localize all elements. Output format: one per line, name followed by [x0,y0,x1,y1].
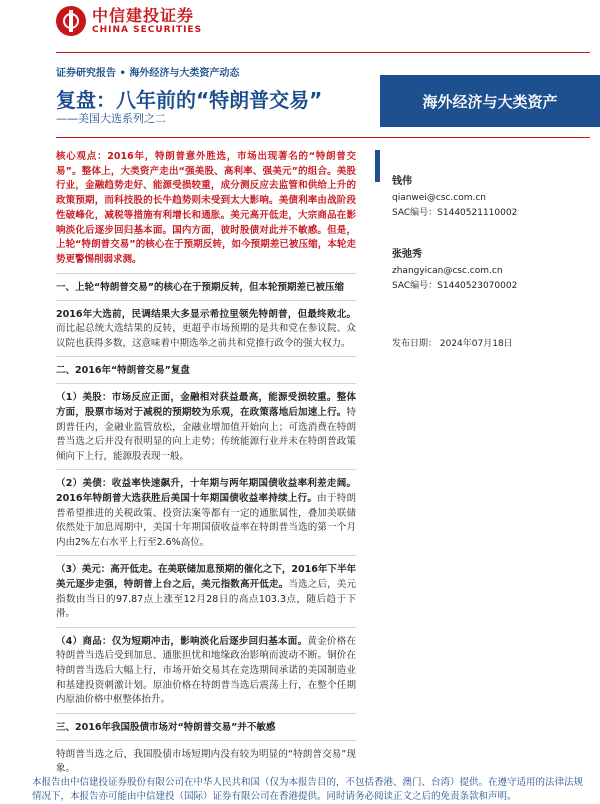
report-title: 复盘：八年前的“特朗普交易” [56,88,323,112]
section-divider [56,713,356,714]
author-name: 张弛秀 [392,249,422,260]
category-banner: 海外经济与大类资产 [380,75,600,127]
publish-date: 发布日期： 2024年07月18日 [392,339,513,349]
section-divider [56,740,356,741]
section-title-2: 二、2016年“特朗普交易”复盘 [56,365,190,377]
logo-name-en: CHINA SECURITIES [92,24,203,35]
author-block [392,174,592,221]
sidebar-accent-bar [375,150,380,182]
author-list [392,174,592,294]
section-divider [56,356,356,357]
paragraph-election: 2016年大选前，民调结果大多显示希拉里领先特朗普，但最终败北。而比起总统大选结果的反转，更超乎市场预期的是共和党在参议院、众议院也获得多数，这意味着中期选举之前共和党推行政令的强大权力。 [56,308,356,349]
section-divider [56,555,356,556]
header-divider [56,52,590,53]
section-title-1: 一、上轮“特朗普交易”的核心在于预期反转，但本轮预期差已被压缩 [56,281,344,293]
paragraph-us-stocks: （1）美股：市场反应正面，金融相对获益最高，能源受损较重。整体方面，股票市场对于减税的预期较为乐观，在政策落地后加速上行。特朗普任内，金融业监管放松，金融业增加值开始向上；可选消费在特朗普当选之后并没有很明显的向上走势；传统能源行业并未在特朗普政策倾向下上行，能源股表现一般。 [56,392,356,462]
paragraph-commodities: （4）商品：仅为短期冲击，影响淡化后逐步回归基本面。黄金价格在特朗普当选后受到加息、通胀担忧和地缘政治影响而波动不断。铜价在特朗普当选后大幅上行，市场开始交易其在竞选期间承诺的美国制造业和基建投资刺激计划。原油价格在特朗普当选后震荡上行，在整个任期内原油价格中枢整体抬升。 [56,635,356,706]
disclaimer-footer: 本报告由中信建投证券股份有限公司在中华人民共和国（仅为本报告目的，不包括香港、澳门、台湾）提供。在遵守适用的法律法规情况下，本报告亦可能由中信建投（国际）证券有限公司在香港提供。同时请务必阅读正文之后的免责条款和声明。 [32,777,584,802]
section-divider [56,383,356,384]
section-divider [56,300,356,301]
report-subtitle: ——美国大选系列之二 [56,112,166,125]
title-divider [56,137,590,138]
section-title-3: 三、2016年我国股债市场对“特朗普交易”并不敏感 [56,721,276,733]
section-divider [56,469,356,470]
paragraph-us-bonds: （2）美债：收益率快速飙升，十年期与两年期国债收益率利差走阔。2016年特朗普大选获胜后美国十年期国债收益率持续上行。由于特朗普希望推进的关税政策、投资法案等都有一定的通胀属性，叠加美联储依然处于加息周期中，美国十年期国债收益率在特朗普当选的第一个月内由2%左右水平上行至2.6%高位。 [56,478,356,548]
author-email: zhangyican@csc.com.cn [392,266,503,276]
main-content [56,150,356,777]
author-name: 钱伟 [392,176,412,187]
section-divider [56,273,356,274]
author-sac: SAC编号：S1440521110002 [392,208,518,218]
core-viewpoint: 核心观点：2016年，特朗普意外胜选，市场出现著名的“特朗普交易”。整体上，大类资产走出“强美股、高利率、强美元”的组合。美股行业，金融趋势走好、能源受损较重，成分测反应去监管和供给上升的政策预期，而科技股的长牛趋势则未受到太大影响。美债利率由战阶段性破峰化，减税等措施有利增长和通胀。美元高开低走，大宗商品在影响淡化后逐步回归基本面。国内方面，彼时股债对此并不敏感。但是，上轮“特朗普交易”的核心在于预期反转，如今预期差已被压缩，本轮走势更警惕削弱求测。 [56,151,356,265]
company-logo [56,6,202,36]
breadcrumb: 证券研究报告 • 海外经济与大类资产动态 [56,68,240,79]
section-divider [56,627,356,628]
author-email: qianwei@csc.com.cn [392,193,487,203]
paragraph-china-markets: 特朗普当选之后，我国股债市场短期内没有较为明显的“特朗普交易”现象。 [56,748,356,775]
logo-name-cn: 中信建投证券 [92,5,195,25]
author-block [392,247,592,294]
author-sac: SAC编号：S1440523070002 [392,281,518,291]
logo-mark-icon [56,6,86,36]
paragraph-us-dollar: （3）美元：高开低走。在美联储加息预期的催化之下，2016年下半年美元逐步走强，特朗普上台之后，美元指数高开低走。当选之后，美元指数由当日的97.87点上涨至12月28日的高点103.3点，随后趋于下滑。 [56,564,356,620]
